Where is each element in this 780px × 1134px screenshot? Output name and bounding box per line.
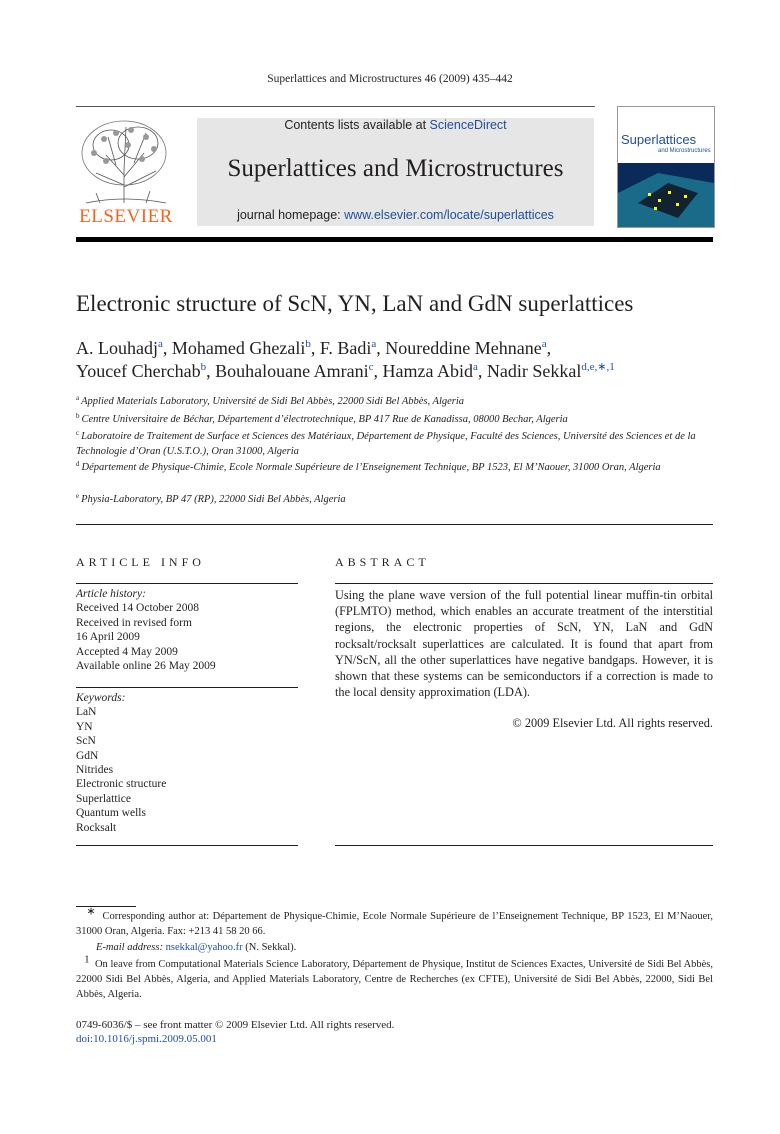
affiliation-key: e [76, 491, 80, 500]
abstract-text: Using the plane wave version of the full potential linear muffin-tin orbital (FPLMTO) method, which enables an accurate treatment of the interstitial regions, the electronic properties of ScN, YN, LaN and GdN rocksalt/rocksalt superlattices are calculated. It is found that apart from YN/ScN, all the other superlattices have negative bandgaps. However, it is shown that these systems can be semiconductors if a correction is made to the local density approximation (LDA). [335, 588, 713, 700]
history-item: Available online 26 May 2009 [76, 660, 216, 673]
footnote-1 [76, 953, 714, 1002]
author-name: Nadir Sekkal [486, 361, 582, 381]
history-label: Article history: [76, 588, 146, 600]
keyword: Superlattice [76, 792, 131, 805]
affiliation-text: Centre Universitaire de Béchar, Département d’électrotechnique, BP 417 Rue de Kanadissa, 08000 Bechar, Algeria [81, 414, 568, 425]
history-item: Received in revised form [76, 616, 192, 629]
author-separator: , [162, 338, 172, 358]
info-bottom-rule [76, 845, 298, 846]
author-separator: , [376, 338, 386, 358]
author-name: F. Badi [319, 338, 372, 358]
keyword: Nitrides [76, 764, 114, 777]
abstract-rule [335, 583, 713, 584]
affiliation-key: b [76, 411, 80, 420]
author-affiliation-mark[interactable]: a [371, 338, 377, 350]
article-history [76, 587, 298, 673]
keyword: ScN [76, 735, 96, 748]
abstract-heading: ABSTRACT [335, 555, 430, 569]
affiliation [76, 460, 713, 475]
author-separator: , [477, 361, 487, 381]
author-affiliation-mark[interactable]: b [200, 361, 207, 373]
author-name: Bouhalouane Amrani [215, 361, 369, 381]
header-divider [76, 106, 595, 107]
keyword: GdN [76, 749, 99, 762]
history-item: 16 April 2009 [76, 631, 140, 644]
affiliation-divider [76, 524, 713, 525]
affiliation-text: Physia-Laboratory, BP 47 (RP), 22000 Sidi Bel Abbès, Algeria [81, 494, 346, 505]
sciencedirect-link[interactable]: ScienceDirect [429, 118, 507, 132]
abstract-bottom-rule [335, 845, 713, 846]
affiliation-text: Applied Materials Laboratory, Université de Sidi Bel Abbès, 22000 Sidi Bel Abbès, Algeria [81, 396, 465, 407]
footnote-1-text: On leave from Computational Materials Science Laboratory, Département de Physique, Institut de Sciences Exactes, Université de Sidi Bel Abbès, 22000 Sidi Bel Abbès, Algeria, and Applied Materials Laboratory, Centre de Recherches (ex CFTE), Université de Sidi Bel Abbès, 22000, Sidi Bel Abbès, Algeria. [76, 959, 714, 1000]
author-affiliation-mark[interactable]: c [368, 361, 374, 373]
author-affiliation-mark[interactable]: a [157, 338, 163, 350]
elsevier-wordmark: ELSEVIER [79, 206, 173, 227]
author-name: Hamza Abid [382, 361, 473, 381]
author-name: A. Louhadj [76, 338, 158, 358]
author-name: Mohamed Ghezali [171, 338, 306, 358]
email-label: E-mail address: [96, 942, 163, 953]
keyword: Electronic structure [76, 778, 167, 791]
corresponding-text: Corresponding author at: Département de Physique-Chimie, Ecole Normale Supérieure de l’Enseignement Technique, BP 1523, El M’Naouer, 31000 Oran, Algeria. Fax: +213 41 58 20 66. [76, 911, 714, 937]
footnote-1-mark: 1 [84, 953, 90, 966]
journal-homepage [197, 208, 594, 222]
cover-image [618, 163, 714, 227]
author-affiliation-mark[interactable]: d,e,∗,1 [581, 361, 615, 373]
doi-link[interactable]: doi:10.1016/j.spmi.2009.05.001 [76, 1033, 217, 1046]
footnote-email [96, 941, 713, 956]
affiliation-key: a [76, 393, 80, 402]
author-name: Youcef Cherchab [76, 361, 201, 381]
author-list [76, 337, 713, 383]
journal-title: Superlattices and Microstructures [227, 155, 564, 182]
history-list [76, 601, 298, 673]
footnote-rule [76, 906, 136, 907]
journal-citation: Superlattices and Microstructures 46 (2009) 435–442 [267, 73, 513, 85]
author-separator: , [206, 361, 216, 381]
article-info-rule [76, 583, 298, 584]
issn-line: 0749-6036/$ – see front matter © 2009 Elsevier Ltd. All rights reserved. [76, 1019, 395, 1031]
keyword: YN [76, 720, 93, 733]
contents-prefix: Contents lists available at [284, 118, 430, 132]
keywords-block [76, 691, 298, 835]
affiliation-text: Laboratoire de Traitement de Surface et Sciences des Matériaux, Département de Physique, Faculté des Sciences, Université des Sciences et de la Technologie d’Oran (U.S.T.O.), Oran 31000, Algeria [76, 431, 696, 457]
homepage-prefix: journal homepage: [237, 208, 345, 222]
history-item: Accepted 4 May 2009 [76, 645, 178, 658]
author-affiliation-mark[interactable]: a [472, 361, 478, 373]
header-thick-rule [76, 237, 713, 242]
author-separator: , [310, 338, 320, 358]
abstract-copyright: © 2009 Elsevier Ltd. All rights reserved. [512, 716, 713, 730]
homepage-link[interactable]: www.elsevier.com/locate/superlattices [344, 208, 554, 222]
keyword: Rocksalt [76, 821, 117, 834]
affiliation [76, 412, 713, 427]
journal-cover-thumbnail [617, 106, 715, 228]
history-item: Received 14 October 2008 [76, 602, 199, 615]
affiliation [76, 429, 713, 459]
keyword-list [76, 705, 298, 835]
keywords-rule [76, 687, 298, 688]
author-affiliation-mark[interactable]: a [541, 338, 547, 350]
author-name: Noureddine Mehnane [385, 338, 542, 358]
front-matter [76, 1018, 713, 1047]
affiliation-text: Département de Physique-Chimie, Ecole Normale Supérieure de l’Enseignement Technique, BP 1523, El M’Naouer, 31000 Oran, Algeria [81, 462, 661, 473]
affiliation-key: d [76, 459, 80, 468]
corresponding-mark: ∗ [86, 905, 96, 918]
article-info-heading: ARTICLE INFO [76, 555, 205, 569]
keyword: LaN [76, 706, 97, 719]
affiliation [76, 492, 713, 507]
cover-title: Superlattices [621, 132, 697, 147]
keyword: Quantum wells [76, 807, 146, 820]
author-separator: , [373, 361, 383, 381]
author-separator: , [546, 338, 552, 358]
affiliation [76, 394, 713, 409]
email-suffix: (N. Sekkal). [242, 942, 297, 953]
email-link[interactable]: nsekkal@yahoo.fr [165, 942, 243, 953]
keywords-label: Keywords: [76, 692, 126, 704]
author-affiliation-mark[interactable]: b [305, 338, 311, 350]
footnote-corresponding [76, 905, 714, 940]
cover-subtitle: and Microstructures [658, 148, 711, 154]
affiliation-key: c [76, 428, 80, 437]
contents-line [197, 118, 594, 132]
paper-title: Electronic structure of ScN, YN, LaN and GdN superlattices [76, 291, 634, 316]
